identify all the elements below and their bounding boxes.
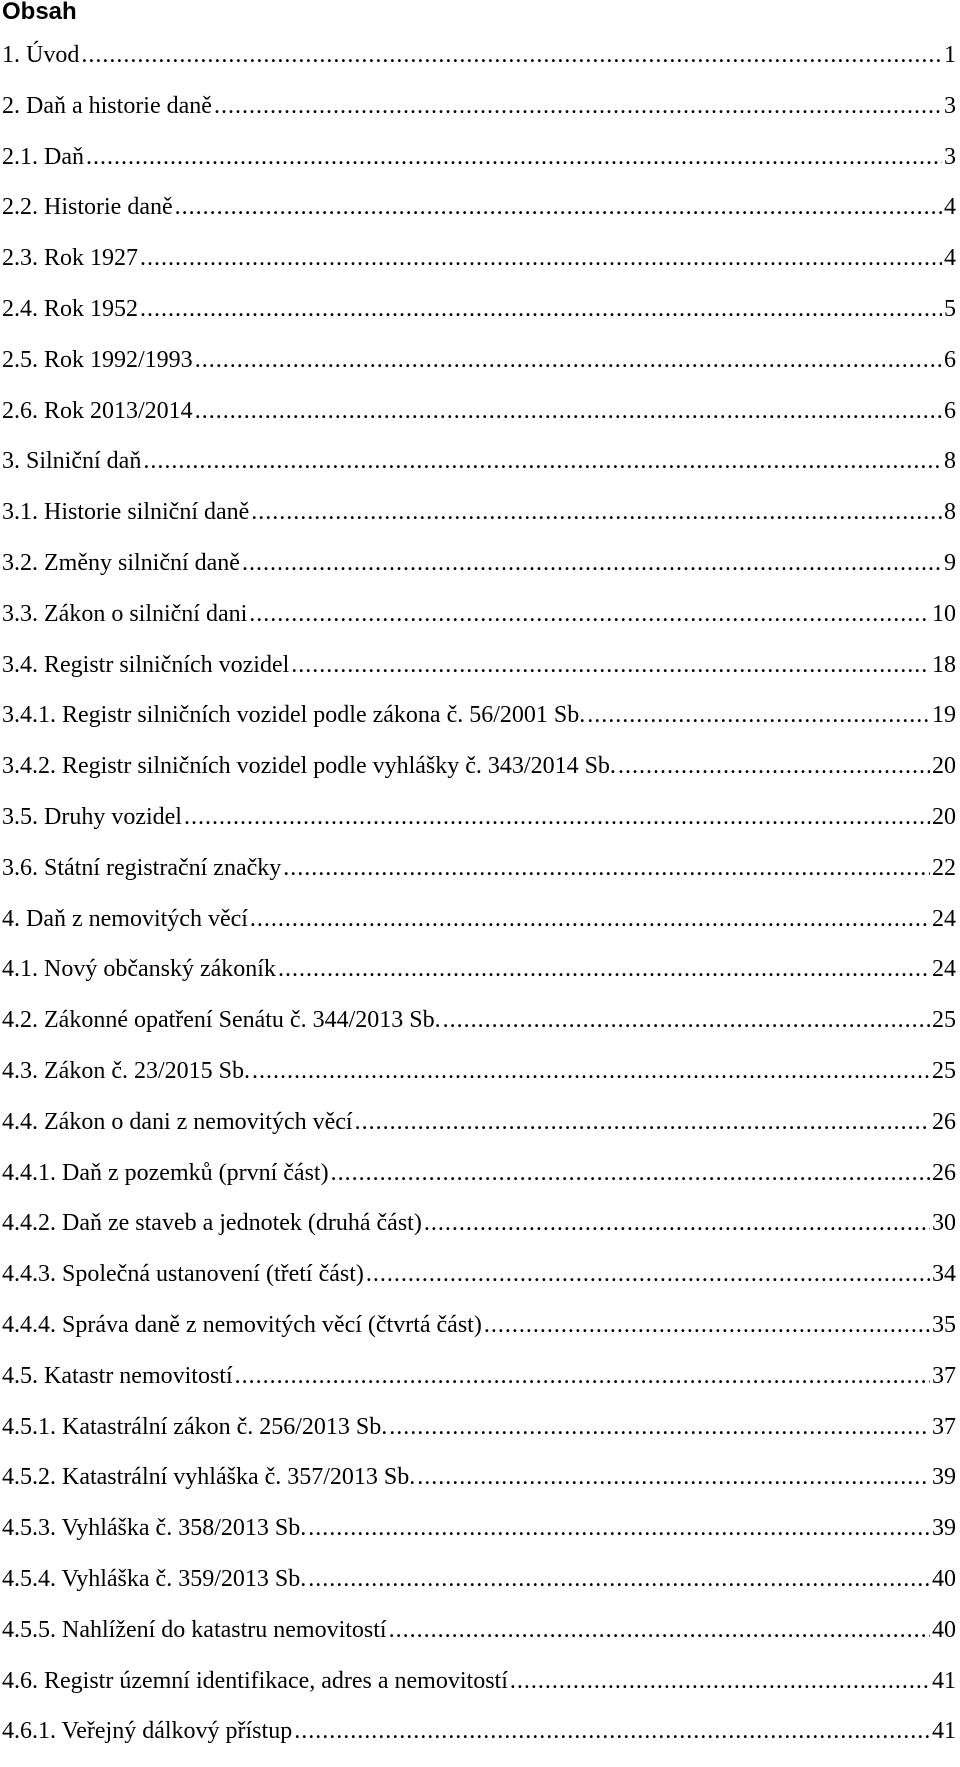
toc-entry[interactable] [0,1513,960,1564]
toc-entry-label: 3.4.1. Registr silničních vozidel podle zákona č. 56/2001 Sb. [2,702,586,729]
toc-entry-page-number: 34 [932,1261,956,1288]
dot-leader [252,1056,930,1086]
toc-entry-page-number: 37 [932,1413,956,1440]
toc-entry-label: 4.4. Zákon o dani z nemovitých věcí [2,1108,353,1135]
toc-entry-page-number: 26 [932,1159,956,1186]
dot-leader [484,1310,930,1340]
toc-entry[interactable] [0,1107,960,1158]
toc-entry[interactable] [0,192,960,243]
dot-leader [86,142,942,172]
toc-entry-label: 2.6. Rok 2013/2014 [2,397,193,424]
toc-entry-label: 2. Daň a historie daně [2,92,212,119]
toc-entry[interactable] [0,650,960,701]
toc-entry-page-number: 4 [944,245,956,272]
toc-entry-page-number: 10 [932,600,956,627]
toc-entry-label: 1. Úvod [2,42,80,68]
toc-entry[interactable] [0,1666,960,1717]
toc-entry[interactable] [0,446,960,497]
toc-entry-page-number: 25 [932,1057,956,1084]
toc-entry-label: 4.5.3. Vyhláška č. 358/2013 Sb. [2,1515,307,1542]
toc-entry-page-number: 41 [932,1667,956,1694]
toc-entry-label: 3. Silniční daň [2,448,142,475]
toc-entry-page-number: 40 [932,1565,956,1592]
toc-entry-label: 3.1. Historie silniční daně [2,499,250,526]
toc-entry-label: 3.4. Registr silničních vozidel [2,651,290,678]
toc-entry[interactable] [0,40,960,91]
toc-entry[interactable] [0,751,960,802]
toc-entry-page-number: 24 [932,956,956,983]
dot-leader [214,91,942,121]
dot-leader [250,904,930,934]
toc-entry[interactable] [0,1716,960,1767]
toc-entry-page-number: 39 [932,1515,956,1542]
table-of-contents [0,40,960,1767]
toc-entry-page-number: 26 [932,1108,956,1135]
dot-leader [417,1462,930,1492]
toc-entry-label: 3.4.2. Registr silničních vozidel podle vyhlášky č. 343/2014 Sb. [2,753,616,780]
toc-entry[interactable] [0,294,960,345]
dot-leader [366,1259,930,1289]
toc-entry-label: 2.5. Rok 1992/1993 [2,346,193,373]
dot-leader [184,802,930,832]
toc-entry-label: 4.5. Katastr nemovitostí [2,1362,233,1389]
dot-leader [195,396,942,426]
dot-leader [242,548,942,578]
toc-entry-page-number: 9 [944,549,956,576]
toc-entry[interactable] [0,1462,960,1513]
toc-entry[interactable] [0,396,960,447]
toc-entry-label: 2.2. Historie daně [2,194,173,221]
toc-entry-label: 4.3. Zákon č. 23/2015 Sb. [2,1057,250,1084]
toc-entry[interactable] [0,1056,960,1107]
toc-entry[interactable] [0,243,960,294]
dot-leader [251,497,942,527]
toc-entry-page-number: 40 [932,1616,956,1643]
toc-entry[interactable] [0,1158,960,1209]
dot-leader [389,1412,930,1442]
toc-entry[interactable] [0,548,960,599]
toc-entry[interactable] [0,1208,960,1259]
toc-entry-page-number: 18 [932,651,956,678]
toc-entry-page-number: 1 [944,42,956,68]
toc-entry-label: 4.4.2. Daň ze staveb a jednotek (druhá část) [2,1210,422,1237]
toc-entry-page-number: 3 [944,92,956,119]
toc-entry-label: 2.1. Daň [2,143,84,170]
toc-entry-label: 4.4.4. Správa daně z nemovitých věcí (čtvrtá část) [2,1311,482,1338]
toc-entry[interactable] [0,599,960,650]
dot-leader [143,446,942,476]
dot-leader [195,345,942,375]
toc-entry[interactable] [0,1310,960,1361]
toc-entry[interactable] [0,497,960,548]
toc-entry-page-number: 6 [944,397,956,424]
toc-entry-label: 4.4.3. Společná ustanovení (třetí část) [2,1261,364,1288]
dot-leader [355,1107,930,1137]
toc-entry-page-number: 22 [932,854,956,881]
toc-entry-page-number: 37 [932,1362,956,1389]
toc-entry-label: 2.3. Rok 1927 [2,245,139,272]
dot-leader [424,1208,930,1238]
toc-entry-label: 4. Daň z nemovitých věcí [2,905,248,932]
toc-entry[interactable] [0,802,960,853]
toc-entry[interactable] [0,1412,960,1463]
toc-entry[interactable] [0,700,960,751]
toc-entry[interactable] [0,1361,960,1412]
toc-entry[interactable] [0,1005,960,1056]
toc-entry[interactable] [0,91,960,142]
toc-entry-label: 4.4.1. Daň z pozemků (první část) [2,1159,329,1186]
toc-entry-label: 4.6. Registr územní identifikace, adres a nemovitostí [2,1667,508,1694]
toc-entry-page-number: 25 [932,1007,956,1034]
toc-entry[interactable] [0,954,960,1005]
toc-entry[interactable] [0,853,960,904]
toc-entry-page-number: 35 [932,1311,956,1338]
toc-entry-page-number: 19 [932,702,956,729]
dot-leader [510,1666,930,1696]
dot-leader [140,294,942,324]
dot-leader [587,700,930,730]
toc-entry[interactable] [0,345,960,396]
toc-entry[interactable] [0,142,960,193]
toc-entry-page-number: 8 [944,499,956,526]
dot-leader [294,1716,930,1746]
toc-entry-page-number: 5 [944,295,956,322]
dot-leader [249,599,930,629]
toc-entry-label: 4.5.4. Vyhláška č. 359/2013 Sb. [2,1565,307,1592]
dot-leader [81,40,942,70]
toc-entry[interactable] [0,1259,960,1310]
dot-leader [443,1005,930,1035]
toc-entry-label: 4.2. Zákonné opatření Senátu č. 344/2013 Sb. [2,1007,441,1034]
toc-entry-page-number: 41 [932,1718,956,1745]
toc-entry-label: 4.1. Nový občanský zákoník [2,956,276,983]
dot-leader [235,1361,930,1391]
toc-entry-page-number: 30 [932,1210,956,1237]
toc-entry-page-number: 6 [944,346,956,373]
toc-entry-label: 3.3. Zákon o silniční dani [2,600,248,627]
toc-entry-page-number: 20 [932,753,956,780]
dot-leader [308,1513,930,1543]
toc-entry-page-number: 24 [932,905,956,932]
toc-entry-page-number: 20 [932,803,956,830]
toc-entry-label: 3.2. Změny silniční daně [2,549,240,576]
toc-entry-page-number: 3 [944,143,956,170]
dot-leader [283,853,930,883]
toc-entry-page-number: 8 [944,448,956,475]
toc-entry-label: 4.5.1. Katastrální zákon č. 256/2013 Sb. [2,1413,388,1440]
dot-leader [291,650,930,680]
dot-leader [389,1615,930,1645]
toc-title: Obsah [2,0,77,25]
toc-entry[interactable] [0,904,960,955]
toc-entry-page-number: 4 [944,194,956,221]
dot-leader [618,751,930,781]
toc-entry-label: 3.6. Státní registrační značky [2,854,282,881]
toc-entry-label: 2.4. Rok 1952 [2,295,139,322]
dot-leader [278,954,930,984]
dot-leader [331,1158,930,1188]
toc-entry-label: 4.5.5. Nahlížení do katastru nemovitostí [2,1616,387,1643]
toc-entry-page-number: 39 [932,1464,956,1491]
toc-entry[interactable] [0,1564,960,1615]
dot-leader [140,243,942,273]
toc-entry-label: 3.5. Druhy vozidel [2,803,182,830]
toc-entry-label: 4.6.1. Veřejný dálkový přístup [2,1718,293,1745]
toc-entry[interactable] [0,1615,960,1666]
dot-leader [175,192,942,222]
toc-entry-label: 4.5.2. Katastrální vyhláška č. 357/2013 Sb. [2,1464,416,1491]
dot-leader [308,1564,930,1594]
